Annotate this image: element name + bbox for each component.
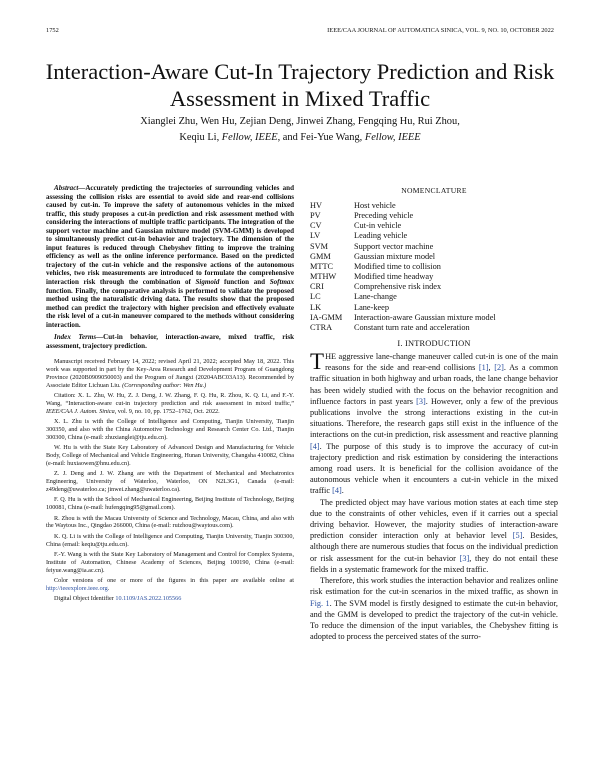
nomenclature-row <box>310 221 496 231</box>
body-text: . However, only a few of the previous publications involve the strong interactions existing in the cut-in situations. Therefore, the research gaps still exist in the influence of the interactions on the cut-in prediction, risk assessment and reactive planning <box>310 396 558 440</box>
nomenclature-abbr: CV <box>310 221 322 231</box>
nomenclature-abbr: MTHW <box>310 272 337 282</box>
nomenclature-row <box>310 242 496 252</box>
figure-link[interactable]: Fig. 1 <box>310 598 330 608</box>
nomenclature-definition: Host vehicle <box>354 201 396 210</box>
nomenclature-title: NOMENCLATURE <box>401 186 467 195</box>
nomenclature-abbr: GMM <box>310 251 331 261</box>
abstract-text: function and <box>219 278 270 287</box>
nomenclature-definition: Preceding vehicle <box>354 211 414 221</box>
intro-paragraph-3 <box>310 575 558 642</box>
nomenclature-row <box>310 272 496 282</box>
nomenclature-row <box>310 313 496 323</box>
nomenclature-definition: Cut-in vehicle <box>354 221 402 231</box>
paper-title: Interaction-Aware Cut-In Trajectory Prediction and Risk Assessment in Mixed Traffic <box>45 59 555 111</box>
nomenclature-abbr: PV <box>310 211 321 221</box>
nomenclature-abbr: LK <box>310 302 322 312</box>
footnote-manuscript <box>46 358 294 389</box>
abstract-label: Abstract <box>54 184 79 192</box>
author-line-2 <box>40 130 560 146</box>
body-text: , <box>488 363 495 373</box>
index-terms-label: Index Terms <box>54 333 97 342</box>
body-text: The predicted object may have various motion states at each time step due to the constraints of other vehicles, even if it carries out a special driving behavior. However, the majority studies of interaction-aware prediction consider interaction only at behavior level <box>310 497 558 541</box>
author-list <box>40 114 560 146</box>
abstract-text: function. Finally, the comparative analysis is performed to validate the proposed method using the naturalistic driving data. The results show that the proposed method can predict the trajectory with higher precision and effectively evaluate the risk level of a cut-in maneuver compared to the methods without considering interaction. <box>46 286 294 329</box>
abstract-sigmoid: Sigmoid <box>195 278 220 287</box>
nomenclature-abbr: SVM <box>310 241 328 251</box>
footnote-color <box>46 577 294 593</box>
reference-link[interactable]: [3] <box>459 553 470 563</box>
corresponding-author: (Corresponding author: Wen Hu.) <box>122 381 207 389</box>
nomenclature-definition: Interaction-aware Gaussian mixture model <box>354 312 496 322</box>
reference-link[interactable]: [4] <box>310 441 320 451</box>
ieeexplore-link[interactable]: http://ieeexplore.ieee.org <box>46 584 108 592</box>
doi-label: Digital Object Identifier <box>54 595 116 603</box>
reference-link[interactable]: [5] <box>512 531 523 541</box>
author-names: , and Fei-Yue Wang, <box>277 132 365 143</box>
body-text: . <box>341 486 344 496</box>
nomenclature-abbr: CTRA <box>310 322 333 332</box>
reference-link[interactable]: [3] <box>416 396 426 406</box>
footnote-affiliation-li: K. Q. Li is with the College of Intelligence and Computing, Tianjin University, Tianjin 300300, China (email: keqiu@tju.edu.cn). <box>46 532 294 548</box>
abstract-sep: — <box>78 184 86 192</box>
journal-name: IEEE/CAA JOURNAL OF AUTOMATICA SINICA, VOL. 9, NO. 10, OCTOBER 2022 <box>327 27 554 34</box>
reference-link[interactable]: [1] <box>478 363 489 373</box>
page-number: 1752 <box>46 27 59 34</box>
nomenclature-definition: Modified time headway <box>354 272 434 282</box>
nomenclature-definition: Constant turn rate and acceleration <box>354 322 470 332</box>
body-text: . Besides, although there are numerous studies that focus on the individual prediction or risk assessment for the cut-in behavior <box>310 531 558 563</box>
nomenclature-definition: Lane-keep <box>354 302 390 312</box>
nomenclature-row <box>310 292 496 302</box>
introduction-body <box>310 351 558 642</box>
footnote-text: , vol. 9, no. 10, pp. 1752–1762, Oct. 2022. <box>114 407 220 415</box>
section-heading-introduction: I. INTRODUCTION <box>397 339 471 349</box>
body-text: . As a common traffic situation in both highway and urban roads, the lane change behavior has been widely studied with the focus on the behavior recognition and influence factors in past years <box>310 363 559 406</box>
body-text: . The SVM model is firstly designed to estimate the cut-in behavior, and the GMM is developed to predict the trajectory of the cut-in vehicle. To reduce the dimension of the input variables, the Chebyshev fitting is adopted to process the perceived states of the surro- <box>310 598 558 642</box>
nomenclature-row <box>310 282 496 292</box>
footnote-affiliation-hu: W. Hu is with the State Key Laboratory of Advanced Design and Manufacturing for Vehicle Body, College of Mechanical and Vehicle Engineering, Hunan University, Changsha 410082, China (e-mail: huxiaowen@hnu.edu.cn). <box>46 444 294 468</box>
page-header <box>46 27 554 39</box>
body-text: , they do not entail these fields in a systematic framework for the mixed traffic. <box>310 553 559 574</box>
index-terms-sep: — <box>96 333 104 342</box>
fellow-badge: Fellow, IEEE <box>221 132 278 143</box>
nomenclature-row <box>310 252 496 262</box>
footnote-text: Citation: X. L. Zhu, W. Hu, Z. J. Deng, J. W. Zhang, F. Q. Hu, R. Zhou, K. Q. Li, and F.-Y. Wang, “Interaction-aware cut-in trajectory prediction and risk assessment in mixed traffic,” <box>46 392 294 408</box>
body-text: . The purpose of this study is to improve the accuracy of cut-in trajectory prediction and risk estimation by considering the interactions among road users. It is beneficial for the collision avoidance of the autonomous vehicle when it encounters a cut-in vehicle in the mixed traffic <box>310 441 558 496</box>
dropcap: T <box>310 349 325 375</box>
intro-paragraph-2 <box>310 497 558 575</box>
reference-link[interactable]: [4] <box>332 486 342 496</box>
abstract-text: Accurately predicting the trajectories of surrounding vehicles and assessing the collision risks are essential to avoid side and rear-end collisions caused by cut-in. To improve the safety of autonomous vehicles in the mixed traffic, this study proposes a cut-in prediction and risk assessment method with considering the interactions of multiple traffic participants. The integration of the support vector machine and Gaussian mixture model (SVM-GMM) is developed to simultaneously predict cut-in behavior and trajectory. The dimension of the input features is reduced through Chebyshev fitting to improve the training efficiency as well as the online inference performance. Based on the predicted trajectory of the cut-in vehicle and the responsive actions of the autonomous vehicles, two risk measurements are introduced to formulate the comprehensive interaction risk through the combination of <box>46 184 294 287</box>
footnote-affiliation-zhu: X. L. Zhu is with the College of Intelligence and Computing, Tianjin University, Tianjin 300350, and also with the China Automotive Technology and Research Center Co. Ltd., Tianjin 300300, China (e-mail: zhuxianglei@tju.edu.cn). <box>46 418 294 441</box>
nomenclature-row <box>310 323 496 333</box>
abstract-softmax: Softmax <box>269 278 294 287</box>
nomenclature-table <box>310 201 496 333</box>
nomenclature-abbr: CRI <box>310 282 324 292</box>
intro-paragraph-1 <box>310 351 558 497</box>
author-line-1: Xianglei Zhu, Wen Hu, Zejian Deng, Jinwei Zhang, Fengqing Hu, Rui Zhou, <box>140 116 460 127</box>
nomenclature-definition: Lane-change <box>354 292 397 302</box>
nomenclature-definition: Gaussian mixture model <box>354 251 436 261</box>
footnote-text: Color versions of one or more of the figures in this paper are available online at <box>54 576 294 584</box>
nomenclature-abbr: HV <box>310 201 322 210</box>
footnote-doi <box>46 595 294 603</box>
nomenclature-row <box>310 262 496 272</box>
nomenclature-abbr: IA-GMM <box>310 312 343 322</box>
nomenclature-definition: Modified time to collision <box>354 261 441 271</box>
fellow-badge: Fellow, IEEE <box>364 132 421 143</box>
footnote-affiliation-wang: F.-Y. Wang is with the State Key Laboratory of Management and Control for Complex Systems, Institute of Automation, Chinese Academy of Sciences, Beijing 100190, China (e-mail: feiyue.wang@ia.ac.cn). <box>46 550 294 574</box>
nomenclature-abbr: LC <box>310 292 321 302</box>
left-column <box>46 184 294 606</box>
nomenclature-definition: Comprehensive risk index <box>354 282 442 292</box>
footnote-citation <box>46 392 294 416</box>
footnotes <box>46 358 294 603</box>
nomenclature-abbr: LV <box>310 231 321 241</box>
nomenclature-definition: Leading vehicle <box>354 231 408 241</box>
nomenclature-row <box>310 211 496 221</box>
footnote-affiliation-zhou: R. Zhou is with the Macau University of Science and Technology, Macau, China, and also with the Waytous Inc., Qingdao 266000, China (e-mail: ruizhou@waytous.com). <box>46 514 294 530</box>
doi-link[interactable]: 10.1109/JAS.2022.105566 <box>115 595 182 603</box>
nomenclature-row <box>310 231 496 241</box>
nomenclature-abbr: MTTC <box>310 261 334 271</box>
footnote-text: Manuscript received February 14, 2022; revised April 21, 2022; accepted May 18, 2022. This work was supported in part by the Key-Area Research and Development Program of Guangdong Province (2020B0909050003) and the Program of Jiangxi (20204ABC03A13). Recommended by Associate Editor Lichuan Liu. <box>46 358 294 389</box>
footnote-affiliation-deng: Z. J. Deng and J. W. Zhang are with the Department of Mechanical and Mechatronics Engineering, University of Waterloo, Waterloo, ON N2L3G1, Canada (e-mail: z49deng@uwaterloo.ca; jinwei.zhang@uwaterloo.ca). <box>46 470 294 494</box>
abstract <box>46 184 294 329</box>
nomenclature-definition: Support vector machine <box>354 241 434 251</box>
nomenclature-row <box>310 201 496 211</box>
right-column <box>310 184 558 642</box>
author-names: Keqiu Li, <box>179 132 222 143</box>
reference-link[interactable]: [2] <box>494 363 504 373</box>
citation-journal: IEEE/CAA J. Autom. Sinica <box>46 407 115 415</box>
index-terms-text: Cut-in behavior, interaction-aware, mixed traffic, risk assessment, trajectory prediction. <box>46 333 294 350</box>
footnote-text: . <box>107 584 110 592</box>
body-text: Therefore, this work studies the interaction behavior and realizes online risk estimation for the cut-in scenarios in the mixed traffic, as shown in <box>310 576 558 597</box>
nomenclature-row <box>310 303 496 313</box>
footnote-affiliation-fqhu: F. Q. Hu is with the School of Mechanical Engineering, Beijing Institute of Technology, Beijing 100081, China (e-mail: hufengqing95@gmail.com). <box>46 496 294 512</box>
index-terms <box>46 333 294 350</box>
body-text: HE aggressive lane-change maneuver called cut-in is one of the main reasons for the side and rear-end collisions <box>325 352 558 373</box>
